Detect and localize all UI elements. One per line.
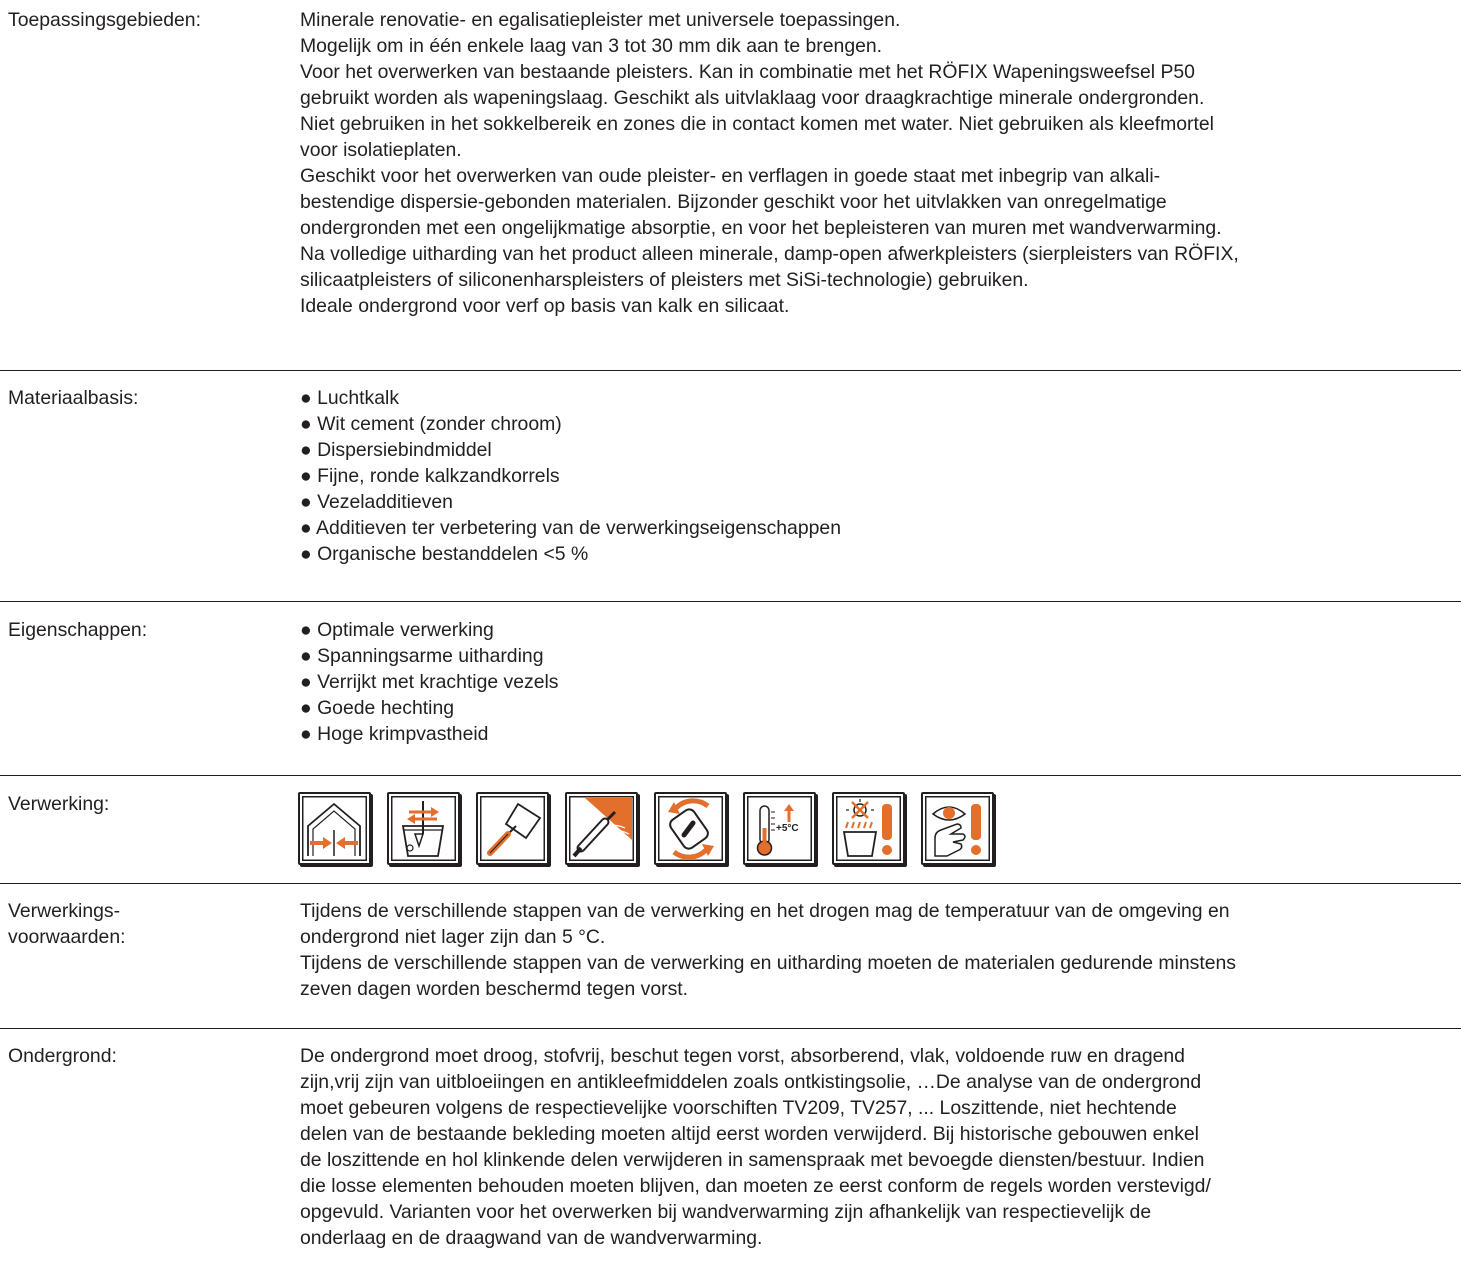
list-item: ● Spanningsarme uitharding (300, 645, 544, 667)
skin-eye-protection-icon (921, 792, 994, 865)
section-label: Verwerking: (8, 793, 110, 815)
text-line: gebruikt worden als wapeningslaag. Geschikt als uitvlaklaag voor draagkrachtige minerale ondergronden. (300, 87, 1205, 109)
text-line: ondergronden met een ongelijkmatige absorptie, en voor het bepleisteren van muren met wandverwarming. (300, 217, 1222, 239)
text-line: bestendige dispersie-gebonden materialen. Bijzonder geschikt voor het uitvlakken van onregelmatige (300, 191, 1167, 213)
section-label: Toepassingsgebieden: (8, 9, 201, 31)
divider (0, 775, 1461, 776)
text-line: zeven dagen worden beschermd tegen vorst. (300, 978, 689, 1000)
temperature-label: +5°C (776, 823, 799, 834)
list-item: ● Luchtkalk (300, 387, 400, 409)
icon-row (298, 792, 1459, 865)
protect-sun-rain-icon (832, 792, 905, 865)
section-text (300, 7, 1461, 319)
list-item: ● Verrijkt met krachtige vezels (300, 671, 559, 693)
text-line: onderlaag en de draagwand van de wandverwarming. (300, 1227, 763, 1249)
divider (0, 1028, 1461, 1029)
interior-application-icon (298, 792, 371, 865)
list-item: ● Organische bestanddelen <5 % (300, 543, 589, 565)
list-item: ● Dispersiebindmiddel (300, 439, 492, 461)
text-line: Na volledige uitharding van het product alleen minerale, damp-open afwerkpleisters (sierpleisters van RÖFIX, (300, 243, 1239, 265)
list-item: ● Vezeladditieven (300, 491, 453, 513)
rotate-container-icon (654, 792, 727, 865)
list-item: ● Optimale verwerking (300, 619, 494, 641)
list-item: ● Goede hechting (300, 697, 455, 719)
list-item: ● Additieven ter verbetering van de verwerkingseigenschappen (300, 517, 841, 539)
text-line: die losse elementen behouden moeten blijven, dan moeten ze eerst conform de regels worden verstevigd/ (300, 1175, 1211, 1197)
section-label-line: Verwerkings- (8, 900, 121, 922)
text-line: delen van de bestaande bekleding moeten altijd eerst worden verwijderd. Bij historische gebouwen enkel (300, 1123, 1199, 1145)
min-temperature-icon (743, 792, 816, 865)
text-line: ondergrond niet lager zijn dan 5 °C. (300, 926, 606, 948)
text-line: Voor het overwerken van bestaande pleisters. Kan in combinatie met het RÖFIX Wapeningsweefsel P50 (300, 61, 1195, 83)
text-line: Tijdens de verschillende stappen van de verwerking en het drogen mag de temperatuur van de omgeving en (300, 900, 1230, 922)
bullet-list (300, 617, 1461, 747)
section-label: Eigenschappen: (8, 619, 148, 641)
list-item: ● Fijne, ronde kalkzandkorrels (300, 465, 560, 487)
divider (0, 370, 1461, 371)
mixing-bucket-icon (387, 792, 460, 865)
trowel-icon (476, 792, 549, 865)
list-item: ● Wit cement (zonder chroom) (300, 413, 562, 435)
section-text (300, 1043, 1461, 1251)
text-line: Niet gebruiken in het sokkelbereik en zones die in contact komen met water. Niet gebruiken als kleefmortel (300, 113, 1214, 135)
section-label: Materiaalbasis: (8, 387, 139, 409)
text-line: moet gebeuren volgens de respectievelijke voorschiften TV209, TV257, ... Loszittende, niet hechtende (300, 1097, 1177, 1119)
section-label: Ondergrond: (8, 1045, 117, 1067)
divider (0, 883, 1461, 884)
text-line: Minerale renovatie- en egalisatiepleister met universele toepassingen. (300, 9, 901, 31)
bullet-list (300, 385, 1461, 567)
text-line: De ondergrond moet droog, stofvrij, beschut tegen vorst, absorberend, vlak, voldoende ruw en dragend (300, 1045, 1185, 1067)
section-text (300, 898, 1461, 1002)
text-line: opgevuld. Varianten voor het overwerken bij wandverwarming zijn afhankelijk van respectievelijk de (300, 1201, 1152, 1223)
section-label (8, 898, 278, 950)
divider (0, 601, 1461, 602)
list-item: ● Hoge krimpvastheid (300, 723, 489, 745)
spray-machine-icon (565, 792, 638, 865)
text-line: Tijdens de verschillende stappen van de verwerking en uitharding moeten de materialen gedurende minstens (300, 952, 1236, 974)
section-label-line: voorwaarden: (8, 926, 126, 948)
text-line: de loszittende en hol klinkende delen verwijderen in samenspraak met bevoegde diensten/bestuur. Indien (300, 1149, 1205, 1171)
text-line: Ideale ondergrond voor verf op basis van kalk en silicaat. (300, 295, 790, 317)
text-line: Geschikt voor het overwerken van oude pleister- en verflagen in goede staat met inbegrip van alkali- (300, 165, 1161, 187)
text-line: silicaatpleisters of siliconenharspleisters of pleisters met SiSi-technologie) gebruiken. (300, 269, 1029, 291)
text-line: zijn,vrij zijn van uitbloeiingen en antikleefmiddelen zoals ontkistingsolie, …De analyse van de ondergrond (300, 1071, 1202, 1093)
text-line: Mogelijk om in één enkele laag van 3 tot 30 mm dik aan te brengen. (300, 35, 883, 57)
text-line: voor isolatieplaten. (300, 139, 462, 161)
